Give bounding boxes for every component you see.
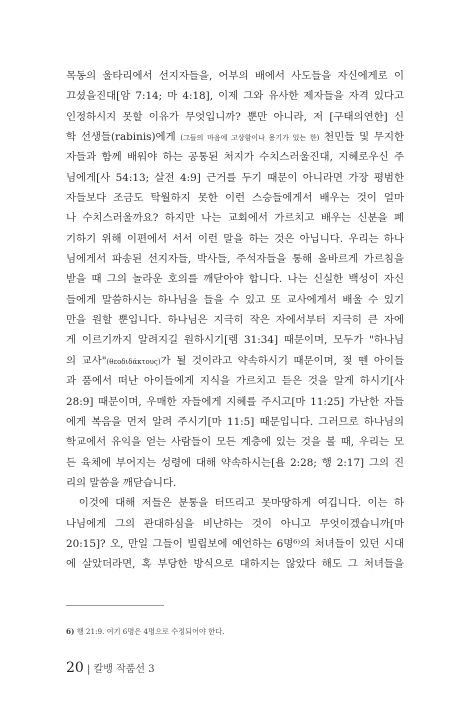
page-footer — [66, 660, 155, 676]
line-text: 가 될 것이라고 약속하시기 때문이며, 젖 뗀 아이들 — [160, 354, 404, 367]
footnote-text: 행 21:9. 여기 6명은 4명으로 수정되어야 한다. — [76, 627, 225, 636]
text-line: 든 육체에 부어지는 성령에 대해 약속하시는[욜 2:28; 행 2:17] 그의 진 — [66, 456, 404, 469]
text-line: 20:15]? 오, 만일 그들이 빌립보에 예언하는 6명⁶⁾의 처녀들이 있던 시대 — [66, 537, 404, 550]
text-line: 이것에 대해 저들은 분통을 터뜨리고 못마땅하게 여깁니다. 이는 하 — [66, 497, 404, 510]
text-line: 자들보다 조금도 탁월하지 못한 이런 스승들에게서 배우는 것이 얼마 — [66, 192, 404, 205]
text-line: 받을 때 그의 놀라운 호의를 깨닫아야 합니다. 나는 신실한 백성이 자신 — [66, 273, 404, 286]
text-line: 나님에게 그의 관대하심을 비난하는 것이 아니고 무엇이겠습니까[마 — [66, 517, 404, 530]
text-line: 자들과 함께 배워야 하는 공통된 처지가 수치스러울진대, 지혜로우신 주 — [66, 151, 404, 164]
text-line: 나 수치스러울까요? 하지만 나는 교회에서 가르치고 배우는 신분을 폐 — [66, 212, 404, 225]
text-line: 과 품에서 떠난 아이들에게 지식을 가르치고 듣은 것을 알게 하시기[사 — [66, 375, 404, 388]
text-line: 님에게서 파송된 선지자들, 박사들, 주석자들을 통해 올바르게 가르침을 — [66, 253, 404, 266]
text-line: 학교에서 유익을 얻는 사람들이 모든 계층에 있는 것을 볼 때, 우리는 모 — [66, 436, 404, 449]
text-line: 리의 말씀을 깨닫습니다. — [66, 476, 177, 489]
text-line: 들에게 말씀하시는 하나님을 들을 수 있고 또 교사에게서 배울 수 있기 — [66, 293, 404, 306]
text-line: 목동의 울타리에서 선지자들을, 어부의 배에서 사도들을 자신에게로 이 — [66, 70, 404, 82]
text-line — [66, 127, 404, 147]
line-text: 학 선생들(rabinis)에게 — [66, 131, 181, 144]
footnote-number: 6) — [66, 627, 75, 636]
text-line: 에게 복음을 먼저 알려 주시기[마 11:5] 때문입니다. 그러므로 하나님의 — [66, 415, 404, 428]
text-line: 만을 원할 뿐입니다. 하나님은 지극히 작은 자에서부터 지극히 큰 자에 — [66, 314, 404, 327]
line-text: 천민들 및 무지한 — [319, 131, 404, 144]
body-text — [66, 66, 404, 575]
text-line: 에 살았더라면, 혹 부당한 방식으로 대하지는 않았다 해도 그 처녀들을 — [66, 558, 404, 571]
page-number: 20 — [66, 660, 84, 676]
line-text: 의 교사" — [66, 354, 107, 367]
text-line: 인정하시지 못할 이유가 무엇입니까? 뿐만 아니라, 저 [구태의연한] 신 — [66, 110, 404, 123]
text-line — [66, 351, 404, 371]
text-line: 게 이르기까지 알려지길 원하시기[렘 31:34] 때문이며, 모두가 "하나님 — [66, 334, 404, 347]
small-text: (그들의 마음에 고상함이나 용기가 있는 한) — [180, 134, 320, 143]
text-line: 28:9] 때문이며, 우매한 자들에게 지혜를 주시고[마 11:25] 가난한 자들 — [66, 395, 404, 408]
footer-separator: | — [87, 664, 91, 675]
text-line: 님에게[사 54:13; 살전 4:9] 근거를 두기 때문이 아니라면 가장 평범한 — [66, 171, 404, 184]
footnote — [66, 627, 224, 637]
book-title: 칼뱅 작품선 3 — [93, 664, 155, 675]
greek-word: (θεοδιδάκτους) — [106, 357, 161, 366]
text-line: 기하기 위해 이편에서 서서 이런 말을 하는 것은 아닙니다. 우리는 하나 — [66, 232, 404, 245]
footnote-divider — [66, 605, 164, 606]
text-line: 끄셨을진대[암 7:14; 마 4:18], 이제 그와 유사한 제자들을 자격 있다고 — [66, 90, 404, 103]
